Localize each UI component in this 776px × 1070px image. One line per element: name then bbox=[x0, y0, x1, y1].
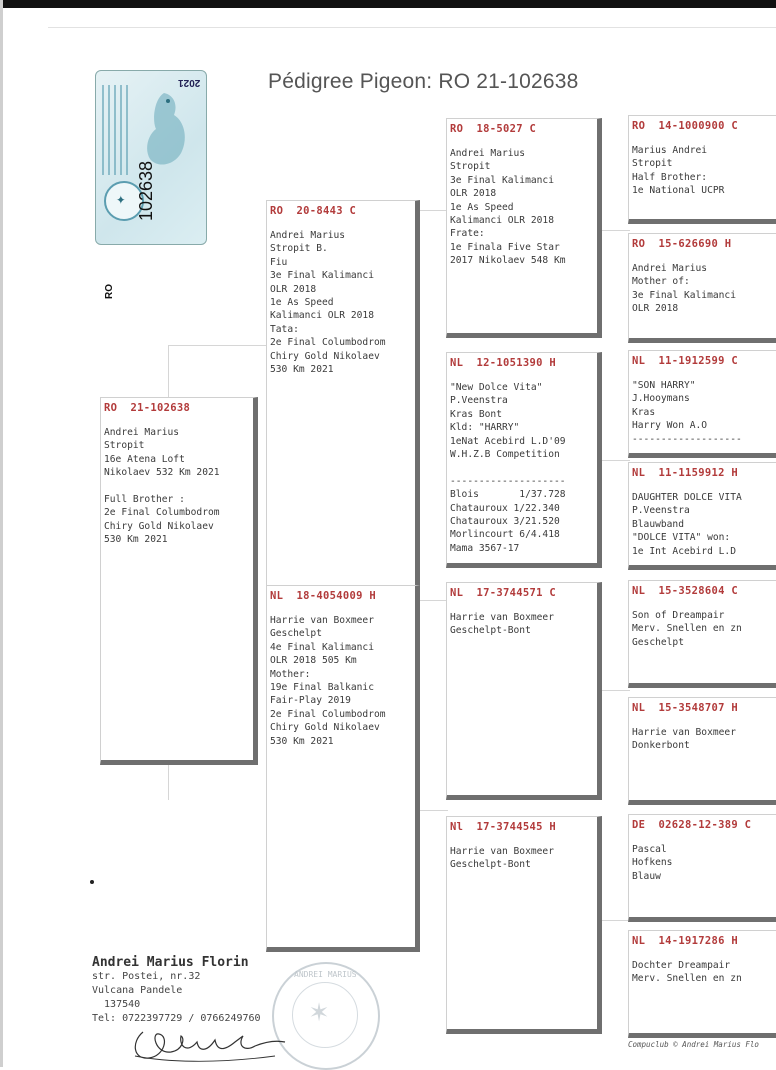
detail-line: Son of Dreampair bbox=[632, 610, 725, 621]
detail-line: Mother of: bbox=[632, 276, 690, 288]
detail-line: DAUGHTER DOLCE VITA bbox=[632, 492, 742, 503]
detail-line: Harrie van Boxmeer bbox=[270, 615, 374, 626]
signature-icon bbox=[125, 1012, 295, 1067]
connector-line bbox=[600, 460, 630, 461]
pigeon-card-ggp-6 bbox=[628, 697, 776, 805]
detail-line: Merv. Snellen en zn bbox=[632, 623, 742, 635]
detail-line: Geschelpt bbox=[632, 636, 684, 648]
pigeon-details bbox=[632, 262, 772, 316]
detail-line: Full Brother : bbox=[104, 494, 185, 506]
ring-number: RO 15-626690 H bbox=[632, 238, 732, 250]
detail-line: Chiry Gold Nikolaev bbox=[270, 722, 380, 734]
breeder-name: Andrei Marius Florin bbox=[92, 955, 249, 970]
pigeon-card-ggp-1 bbox=[628, 115, 776, 224]
connector-line bbox=[418, 810, 448, 811]
detail-line: 2017 Nikolaev 548 Km bbox=[450, 255, 566, 267]
detail-line: Chatauroux 3/21.520 bbox=[450, 516, 560, 528]
detail-line: Harrie van Boxmeer bbox=[632, 727, 736, 738]
detail-line: Stropit bbox=[104, 440, 145, 452]
detail-line: 137540 bbox=[92, 999, 141, 1010]
detail-line: Kras Bont bbox=[450, 408, 502, 420]
pigeon-details bbox=[450, 381, 593, 555]
detail-line: Chiry Gold Nikolaev bbox=[104, 520, 214, 532]
ring-number: NL 11-1159912 H bbox=[632, 467, 738, 479]
pigeon-card-ggp-4 bbox=[628, 462, 776, 570]
detail-line: Hofkens bbox=[632, 857, 673, 869]
detail-line: ------------------- bbox=[632, 433, 742, 445]
detail-line: W.H.Z.B Competition bbox=[450, 449, 560, 461]
pigeon-card-sire bbox=[266, 200, 420, 595]
ring-number: NL 12-1051390 H bbox=[450, 357, 556, 369]
detail-line: P.Veenstra bbox=[632, 505, 690, 517]
certificate-country: RO bbox=[104, 284, 115, 299]
pigeon-details bbox=[632, 144, 772, 198]
connector-line bbox=[168, 345, 268, 346]
connector-line bbox=[418, 210, 448, 211]
connector-line bbox=[600, 230, 630, 231]
pigeon-details bbox=[632, 491, 772, 558]
detail-line: Tel: 0722397729 / 0766249760 bbox=[92, 1013, 261, 1024]
detail-line: "New Dolce Vita" bbox=[450, 382, 543, 393]
ring-number: RO 14-1000900 C bbox=[632, 120, 738, 132]
detail-line: 1eNat Acebird L.D'09 bbox=[450, 435, 566, 447]
detail-line: Nikolaev 532 Km 2021 bbox=[104, 467, 220, 479]
detail-line: Andrei Marius bbox=[450, 148, 526, 159]
detail-line: 3e Final Kalimanci bbox=[632, 289, 736, 301]
pigeon-details bbox=[270, 614, 411, 748]
detail-line: 1e National UCPR bbox=[632, 185, 725, 197]
detail-line: Stropit bbox=[450, 161, 491, 173]
pigeon-details bbox=[450, 611, 593, 638]
connector-line bbox=[418, 600, 448, 601]
detail-line: OLR 2018 bbox=[632, 303, 679, 315]
detail-line: 1e As Speed bbox=[450, 201, 514, 213]
ring-number: RO 18-5027 C bbox=[450, 123, 537, 135]
pigeon-card-dam bbox=[266, 585, 420, 952]
detail-line: Kalimanci OLR 2018 bbox=[270, 310, 374, 322]
detail-line: Marius Andrei bbox=[632, 145, 708, 156]
ring-number: Nl 17-3744545 H bbox=[450, 821, 556, 833]
pigeon-card-ggp-3 bbox=[628, 350, 776, 458]
detail-line: Blauw bbox=[632, 870, 661, 882]
ring-number: NL 15-3548707 H bbox=[632, 702, 738, 714]
detail-line: Harry Won A.O bbox=[632, 420, 708, 432]
detail-line: Stropit bbox=[632, 158, 673, 170]
detail-line: OLR 2018 505 Km bbox=[270, 655, 357, 667]
ring-number: RO 20-8443 C bbox=[270, 205, 357, 217]
pigeon-card-ggp-2 bbox=[628, 233, 776, 343]
detail-line: 3e Final Kalimanci bbox=[270, 270, 374, 282]
detail-line: Blauwband bbox=[632, 518, 684, 530]
detail-line: 1e As Speed bbox=[270, 297, 334, 309]
detail-line: Andrei Marius bbox=[270, 230, 346, 241]
pigeon-card-ggp-5 bbox=[628, 580, 776, 688]
page-rule bbox=[48, 27, 776, 28]
detail-line: Geschelpt bbox=[270, 628, 322, 640]
detail-line: Fiu bbox=[270, 256, 288, 268]
detail-line: 2e Final Columbodrom bbox=[270, 708, 386, 720]
detail-line: Harrie van Boxmeer bbox=[450, 846, 554, 857]
pigeon-details bbox=[104, 426, 249, 547]
detail-line: Mama 3567-17 bbox=[450, 542, 520, 554]
pigeon-details bbox=[632, 843, 772, 883]
stamp-text: ANDREI MARIUS bbox=[294, 970, 357, 979]
certificate-year: 2021 bbox=[177, 77, 200, 88]
detail-line bbox=[450, 461, 593, 474]
detail-line: Kalimanci OLR 2018 bbox=[450, 215, 554, 227]
detail-line: Blois 1/37.728 bbox=[450, 489, 566, 501]
detail-line: Andrei Marius bbox=[104, 427, 180, 438]
certificate-pattern bbox=[102, 85, 128, 175]
detail-line: -------------------- bbox=[450, 475, 566, 487]
detail-line: 530 Km 2021 bbox=[270, 735, 334, 747]
detail-line: str. Postei, nr.32 bbox=[92, 971, 201, 982]
ownership-certificate bbox=[95, 70, 207, 299]
detail-line: OLR 2018 bbox=[450, 188, 497, 200]
detail-line: Donkerbont bbox=[632, 740, 690, 752]
detail-line: Geschelpt-Bont bbox=[450, 859, 531, 871]
connector-line bbox=[168, 760, 169, 800]
software-credit: Compuclub © Andrei Marius Flo bbox=[628, 1040, 759, 1049]
scan-speck bbox=[90, 880, 94, 884]
detail-line: J.Hooymans bbox=[632, 393, 690, 405]
detail-line: Pascal bbox=[632, 844, 667, 855]
ring-number: RO 21-102638 bbox=[104, 402, 191, 414]
detail-line: Mother: bbox=[270, 668, 311, 680]
pigeon-details bbox=[270, 229, 411, 376]
pigeon-card-subject bbox=[100, 397, 258, 765]
detail-line: 4e Final Kalimanci bbox=[270, 641, 374, 653]
detail-line: Frate: bbox=[450, 228, 485, 240]
detail-line: Stropit B. bbox=[270, 243, 328, 255]
ring-number: NL 17-3744571 C bbox=[450, 587, 556, 599]
detail-line: Kld: "HARRY" bbox=[450, 422, 520, 434]
detail-line: Geschelpt-Bont bbox=[450, 625, 531, 637]
pigeon-details bbox=[632, 609, 772, 649]
scan-edge-left bbox=[0, 0, 3, 1067]
pigeon-card-grandsire-maternal bbox=[446, 582, 602, 800]
detail-line: 2e Final Columbodrom bbox=[104, 507, 220, 519]
detail-line: 3e Final Kalimanci bbox=[450, 174, 554, 186]
pigeon-card-grandsire-paternal bbox=[446, 118, 602, 338]
detail-line: Morlincourt 6/4.418 bbox=[450, 529, 560, 541]
detail-line bbox=[104, 480, 249, 493]
connector-line bbox=[600, 690, 630, 691]
ring-number: NL 14-1917286 H bbox=[632, 935, 738, 947]
detail-line: 19e Final Balkanic bbox=[270, 682, 374, 694]
breeder-stamp-icon: ANDREI MARIUS ✶ bbox=[272, 962, 380, 1070]
pigeon-card-granddam-paternal bbox=[446, 352, 602, 568]
certificate-number: 102638 bbox=[136, 160, 156, 221]
detail-line: 1e Int Acebird L.D bbox=[632, 545, 736, 557]
detail-line: Kras bbox=[632, 406, 656, 418]
detail-line: "SON HARRY" bbox=[632, 380, 696, 391]
pigeon-details bbox=[632, 379, 772, 446]
pigeon-card-granddam-maternal bbox=[446, 816, 602, 1034]
pigeon-details bbox=[632, 959, 772, 986]
detail-line: Chatauroux 1/22.340 bbox=[450, 502, 560, 514]
detail-line: Harrie van Boxmeer bbox=[450, 612, 554, 623]
pigeon-details bbox=[450, 845, 593, 872]
detail-line: Fair-Play 2019 bbox=[270, 695, 351, 707]
detail-line: P.Veenstra bbox=[450, 395, 508, 407]
pigeon-details bbox=[450, 147, 593, 268]
connector-line bbox=[168, 345, 169, 397]
pigeon-card-ggp-8 bbox=[628, 930, 776, 1038]
pigeon-details bbox=[632, 726, 772, 753]
pigeon-card-ggp-7 bbox=[628, 814, 776, 922]
ring-number: DE 02628-12-389 C bbox=[632, 819, 752, 831]
detail-line: 16e Atena Loft bbox=[104, 453, 185, 465]
ring-number: NL 15-3528604 C bbox=[632, 585, 738, 597]
detail-line: 1e Finala Five Star bbox=[450, 241, 560, 253]
detail-line: Chiry Gold Nikolaev bbox=[270, 350, 380, 362]
detail-line: OLR 2018 bbox=[270, 283, 317, 295]
scan-edge-top bbox=[0, 0, 776, 8]
detail-line: 530 Km 2021 bbox=[104, 534, 168, 546]
ring-number: NL 11-1912599 C bbox=[632, 355, 738, 367]
detail-line: Dochter Dreampair bbox=[632, 960, 731, 971]
detail-line: Vulcana Pandele bbox=[92, 985, 183, 996]
connector-line bbox=[600, 920, 630, 921]
detail-line: 2e Final Columbodrom bbox=[270, 337, 386, 349]
page-title: Pédigree Pigeon: RO 21-102638 bbox=[268, 70, 579, 93]
detail-line: Tata: bbox=[270, 323, 299, 335]
detail-line: Andrei Marius bbox=[632, 263, 708, 274]
detail-line: Half Brother: bbox=[632, 171, 708, 183]
ring-number: NL 18-4054009 H bbox=[270, 590, 376, 602]
detail-line: 530 Km 2021 bbox=[270, 364, 334, 376]
detail-line: "DOLCE VITA" won: bbox=[632, 532, 731, 544]
detail-line: Merv. Snellen en zn bbox=[632, 973, 742, 985]
